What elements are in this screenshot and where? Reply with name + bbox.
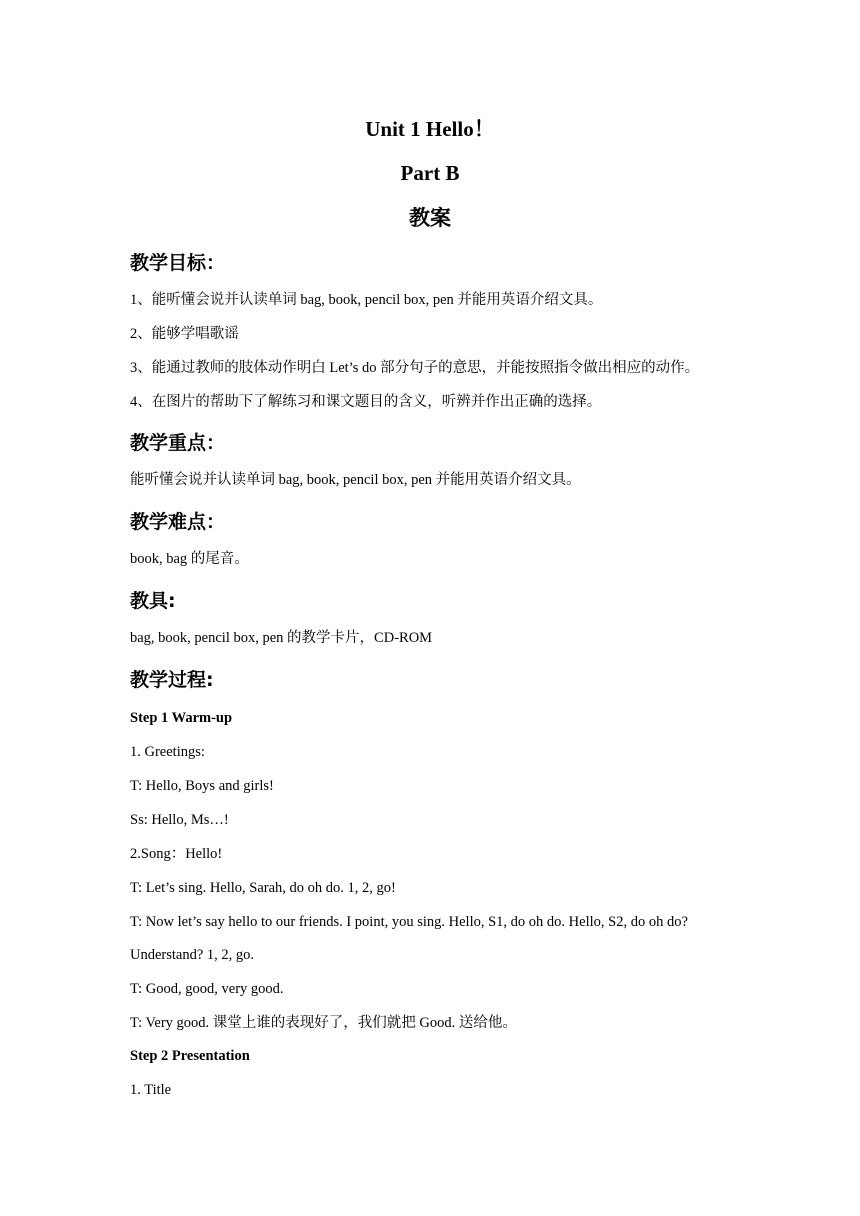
step1-line: T: Now let’s say hello to our friends. I point, you sing. Hello, S1, do oh do. Hello, S2, do oh do? [130, 914, 688, 930]
heading-process: 教学过程: [130, 669, 214, 691]
step1-title: Step 1 Warm-up [130, 710, 233, 726]
title-unit: Unit 1 Hello！ [365, 117, 495, 141]
heading-aids: 教具: [130, 590, 176, 612]
objective-item: 3、能通过教师的肢体动作明白 Let’s do 部分句子的意思，并能按照指令做出相应的动作。 [130, 360, 700, 376]
step1-line: T: Hello, Boys and girls! [130, 778, 274, 794]
step1-line: T: Good, good, very good. [130, 981, 284, 997]
step1-line: Ss: Hello, Ms…! [130, 812, 229, 828]
difficulties-text: book, bag 的尾音。 [130, 551, 249, 567]
step1-line: 1. Greetings: [130, 744, 205, 760]
objective-item: 4、在图片的帮助下了解练习和课文题目的含义，听辨并作出正确的选择。 [130, 394, 602, 410]
step1-line: T: Let’s sing. Hello, Sarah, do oh do. 1, 2, go! [130, 880, 396, 896]
title-part: Part B [400, 161, 460, 185]
step1-line: T: Very good. 课堂上谁的表现好了，我们就把 Good. 送给他。 [130, 1015, 517, 1031]
aids-text: bag, book, pencil box, pen 的教学卡片，CD-ROM [130, 630, 433, 646]
heading-key-points: 教学重点： [130, 432, 226, 454]
heading-difficulties: 教学难点： [130, 511, 226, 533]
step1-line: 2.Song：Hello! [130, 846, 223, 862]
step1-line: Understand? 1, 2, go. [130, 947, 255, 963]
step2-title: Step 2 Presentation [130, 1048, 250, 1064]
key-points-text: 能听懂会说并认读单词 bag, book, pencil box, pen 并能用英语介绍文具。 [130, 472, 581, 488]
objective-item: 2、能够学唱歌谣 [130, 326, 239, 342]
objective-item: 1、能听懂会说并认读单词 bag, book, pencil box, pen 并能用英语介绍文具。 [130, 292, 603, 308]
title-type: 教案 [409, 206, 451, 230]
step2-line: 1. Title [130, 1082, 172, 1098]
heading-objectives: 教学目标： [130, 252, 226, 274]
